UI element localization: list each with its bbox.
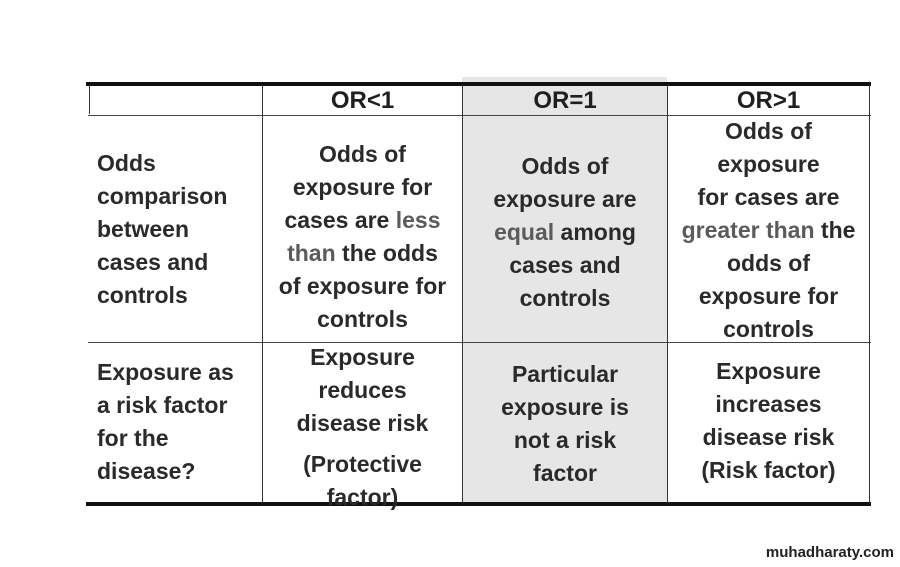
table-right-border (869, 85, 870, 503)
cell-odds-or-greater-than-1: Odds of exposure for cases are greater than the odds of exposure for controls (681, 118, 856, 342)
header-or-less-than-1: OR<1 (330, 87, 395, 114)
row-label-exposure-risk-factor: Exposure as a risk factor for the disease? (97, 358, 234, 484)
table-left-border (89, 85, 90, 114)
header-or-greater-than-1: OR>1 (736, 87, 801, 114)
cell-risk-or-greater-than-1: Exposure increases disease risk (Risk factor) (701, 358, 836, 483)
cell-risk-or-less-than-1: Exposure reduces disease risk (Protective factor) (296, 344, 429, 510)
header-or-equal-1: OR=1 (533, 87, 597, 114)
cell-risk-or-equal-1: Particular exposure is not a risk factor (501, 361, 629, 486)
row-label-odds-comparison: Odds comparison between cases and controls (97, 149, 228, 308)
table-bottom-rule (86, 502, 871, 506)
cell-odds-or-less-than-1: Odds of exposure for cases are less than the odds of exposure for controls (278, 141, 447, 332)
site-watermark: muhadharaty.com (765, 544, 894, 561)
cell-odds-or-equal-1: Odds of exposure are equal among cases and controls (493, 152, 637, 311)
